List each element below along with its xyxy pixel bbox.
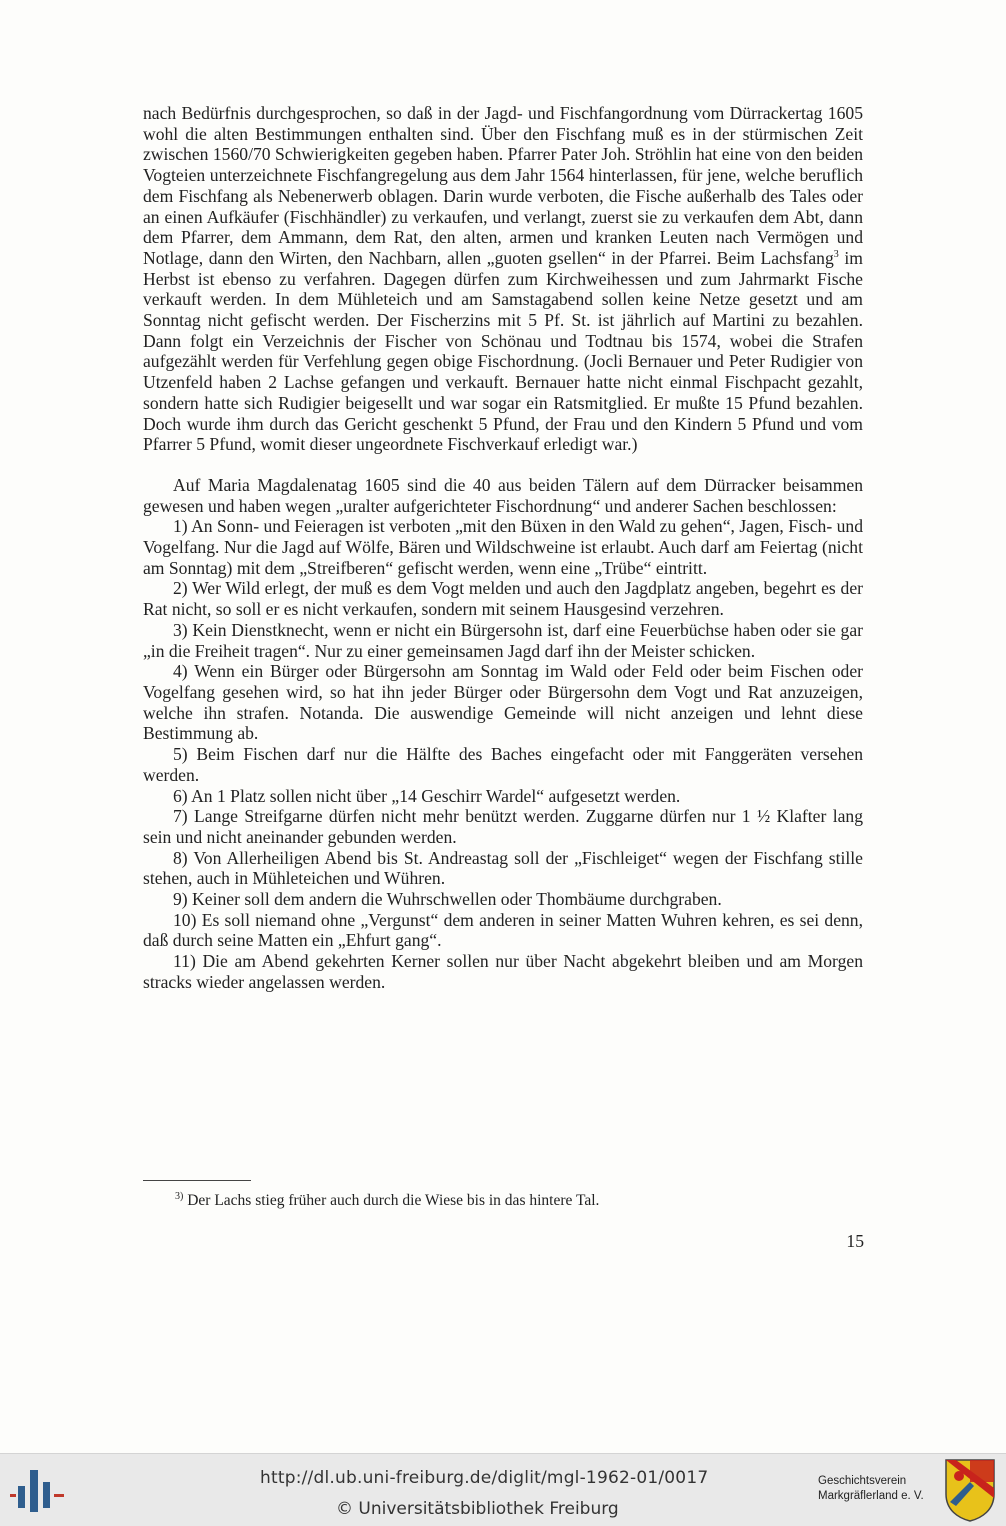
ub-freiburg-logo-icon[interactable] [10, 1468, 68, 1514]
page-number: 15 [846, 1231, 864, 1251]
list-item-4: 4) Wenn ein Bürger oder Bürgersohn am Sonntag im Wald oder Feld oder beim Fischen oder Vogelfang gesehen wird, so hat ihn jeder Bürger oder Bürgersohn dem Vogt und Rat anzuzeigen, welche ihn strafen. Notanda. Die auswendige Gemeinde will nicht anzeigen und lehnt diese Bestimmung ab. [143, 661, 863, 744]
list-item-8: 8) Von Allerheiligen Abend bis St. Andreastag soll der „Fischleiget“ wegen der Fischfang stille stehen, auch in Mühleteichen und Wühren. [143, 847, 863, 889]
coat-of-arms-icon [944, 1458, 996, 1522]
paragraph-resolution: Auf Maria Magdalenatag 1605 sind die 40 aus beiden Tälern auf dem Dürracker beisammen gewesen und haben wegen „uralter aufgerichteter Fischordnung“ und anderer Sachen beschlossen: [143, 474, 863, 516]
list-item-11: 11) Die am Abend gekehrten Kerner sollen nur über Nacht abgekehrt bleiben und am Morgen stracks wieder angelassen werden. [143, 951, 863, 992]
society-line-2: Markgräflerland e. V. [818, 1490, 924, 1502]
footnote-divider [143, 1180, 251, 1181]
list-item-2: 2) Wer Wild erlegt, der muß es dem Vogt melden und auch den Jagdplatz angeben, begehrt es der Rat nicht, so soll er es nicht verkaufen, sondern mit seinem Hausgesind verzehren. [143, 578, 863, 620]
society-name[interactable] [818, 1474, 948, 1504]
footer-bar [0, 1453, 1006, 1526]
page-body [143, 103, 863, 993]
copyright-notice: © Universitätsbibliothek Freiburg [336, 1499, 619, 1519]
footnote-reference[interactable]: 3 [833, 249, 839, 261]
footnote [175, 1191, 599, 1210]
list-item-6: 6) An 1 Platz sollen nicht über „14 Geschirr Wardel“ aufgesetzt werden. [173, 785, 681, 806]
list-item-10: 10) Es soll niemand ohne „Vergunst“ dem anderen in seiner Matten Wuhren kehren, es sei denn, daß durch seine Matten ein „Ehfurt gang“. [143, 909, 863, 951]
society-line-1: Geschichtsverein [818, 1475, 907, 1487]
footnote-text: Der Lachs stieg früher auch durch die Wiese bis in das hintere Tal. [187, 1192, 600, 1209]
paragraph-intro: nach Bedürfnis durchgesprochen, so daß in der Jagd- und Fischfangordnung vom Dürrackertag 1605 wohl die alten Bestimmungen enthalten sind. Über den Fischfang muß es in der stürmischen Zeit zwischen 1560/70 Schwierigkeiten gegeben haben. Pfarrer Pater Joh. Ströhlin hat eine von den beiden Vogteien unterzeichnete Fischfangregelung aus dem Jahr 1564 hinterlassen, für jene, welche beruflich dem Fischfang als Nebenerwerb oblagen. Darin wurde verboten, die Fische außerhalb des Tales oder an einen Aufkäufer (Fischhändler) zu verkaufen, und verlangt, zuerst sie zu verkaufen dem Abt, dann dem Pfarrer, dem Ammann, dem Rat, den alten, armen und kranken Leuten nach Vermögen und Notlage, dann den Wirten, den Nachbarn, allen „guoten gsellen“ in der Pfarrei. Beim Lachsfang$^3$ im Herbst ist ebenso zu verfahren. Dagegen dürfen zum Kirchweihessen und zum Jahrmarkt Fische verkauft werden. In dem Mühleteich und am Samstagabend sollen keine Netze gesetzt und am Sonntag nicht gefischt werden. Der Fischerzins mit 5 Pf. St. ist jährlich auf Martini zu bezahlen. Dann folgt ein Verzeichnis der Fischer von Schönau und Todtnau bis 1574, wobei die Strafen aufgezählt werden für Verfehlung gegen obige Fischordnung. (Jocli Bernauer und Peter Rudigier von Utzenfeld haben 2 Lachse gefangen und verkauft. Bernauer hatte nicht einmal Fischpacht gezahlt, sondern hatte sich Rudigier beigesellt und war sogar ein Ratsmitglied. Er mußte 15 Pfund bezahlen. Doch wurde ihm durch das Gericht geschenkt 5 Pfund, der Frau und den Kindern 5 Pfund und vom Pfarrer 5 Pfund, womit dieser ungeordnete Fischverkauf erledigt war.) [143, 103, 863, 455]
list-item-1: 1) An Sonn- und Feieragen ist verboten „mit den Büxen in den Wald zu gehen“, Jagen, Fisch- und Vogelfang. Nur die Jagd auf Wölfe, Bären und Wildschweine ist erlaubt. Auch darf am Feiertag (nicht am Sonntag) mit dem „Streifberen“ gefischt werden, wenn eine „Trübe“ eintritt. [143, 516, 863, 578]
list-item-7: 7) Lange Streifgarne dürfen nicht mehr benützt werden. Zuggarne dürfen nur 1 ½ Klafter lang sein und nicht aneinander gebunden werden. [143, 806, 863, 847]
permalink-url[interactable]: http://dl.ub.uni-freiburg.de/diglit/mgl-1962-01/0017 [260, 1468, 709, 1488]
footnote-marker: 3) [175, 1190, 184, 1202]
list-item-9: 9) Keiner soll dem andern die Wuhrschwellen oder Thombäume durchgraben. [173, 889, 722, 910]
list-item-5: 5) Beim Fischen darf nur die Hälfte des Baches eingefacht oder mit Fanggeräten versehen werden. [143, 744, 863, 785]
list-item-3: 3) Kein Dienstknecht, wenn er nicht ein Bürgersohn ist, darf eine Feuerbüchse haben oder sie gar „in die Freiheit tragen“. Nur zu einer gemeinsamen Jagd darf ihn der Meister schicken. [143, 619, 863, 661]
